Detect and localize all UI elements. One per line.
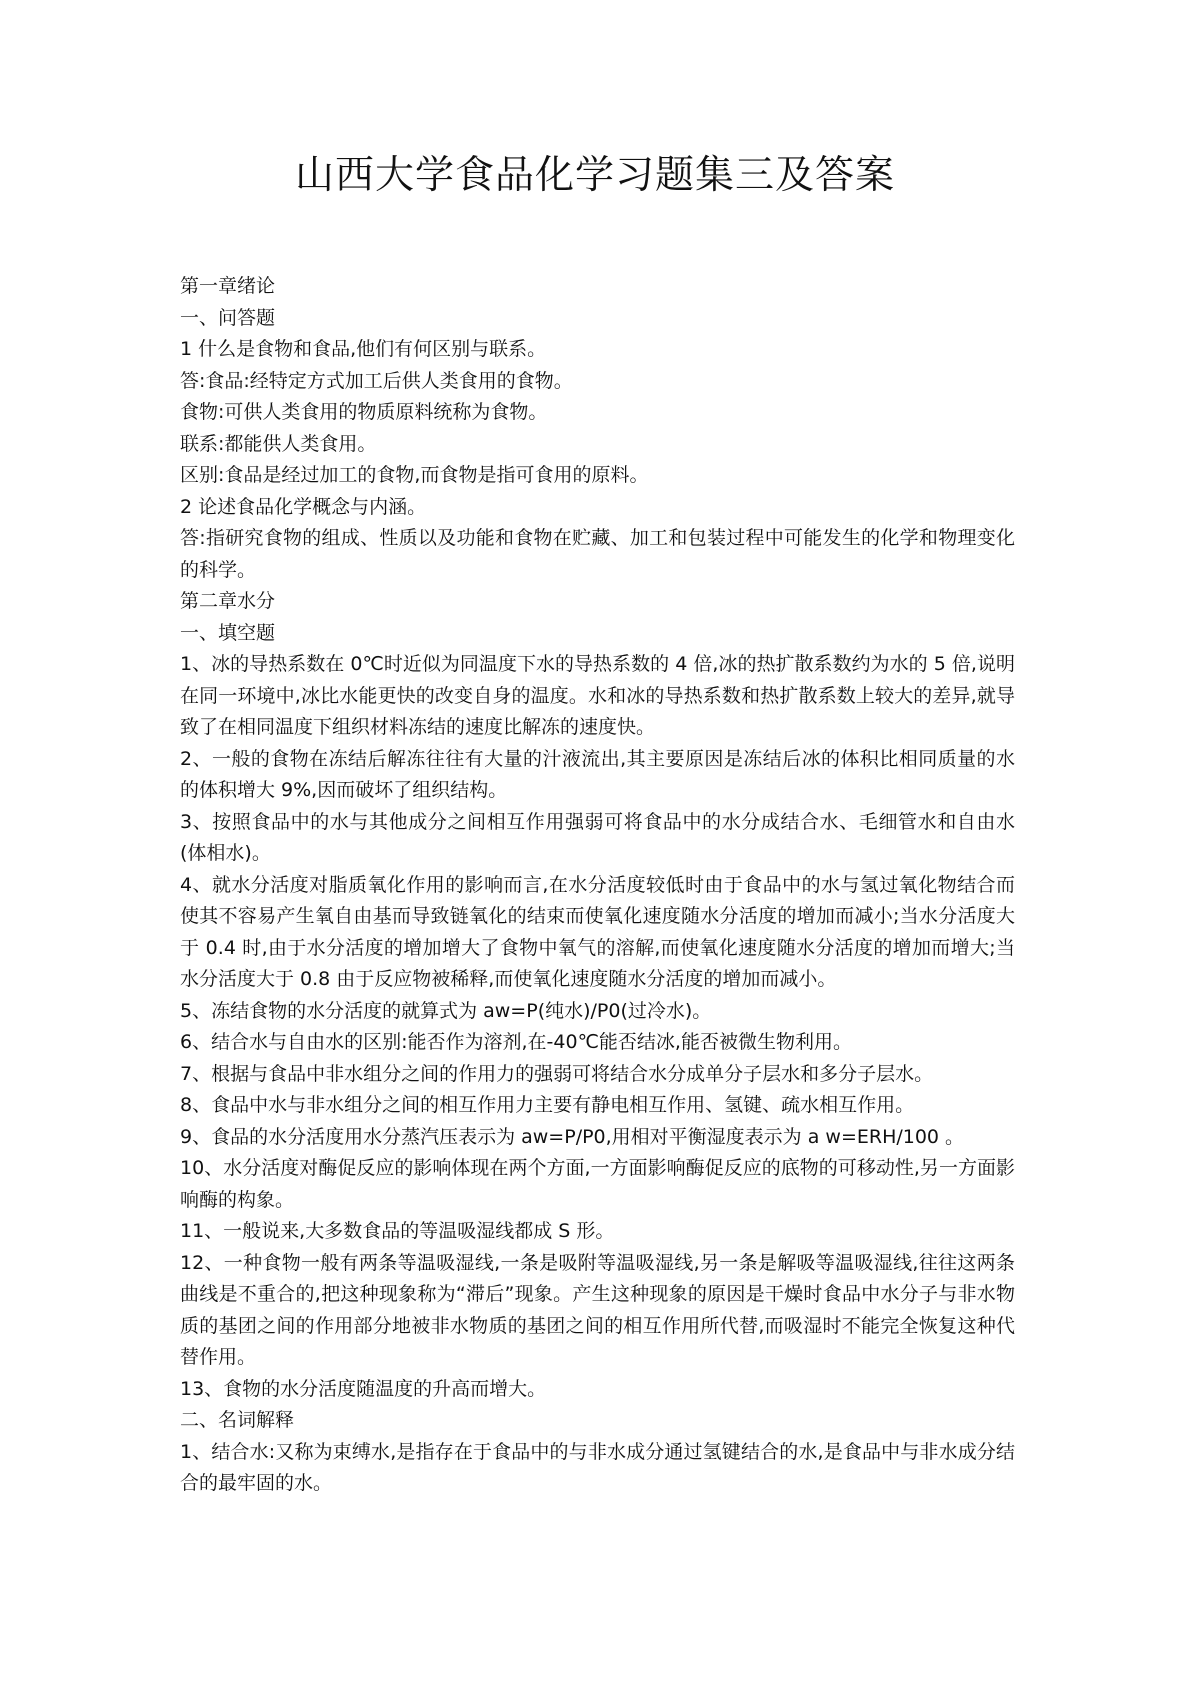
chapter-heading: 第二章水分 [180,590,276,612]
answer-paragraph: 联系:都能供人类食用。 [180,432,377,455]
fill-in-item: 9、食品的水分活度用水分蒸汽压表示为 aw=P/P0,用相对平衡湿度表示为 a w=ERH/100 。 [180,1125,965,1148]
fill-in-item: 7、根据与食品中非水组分之间的作用力的强弱可将结合水分成单分子层水和多分子层水。 [180,1062,934,1085]
question-paragraph: 1 什么是食物和食品,他们有何区别与联系。 [180,338,547,360]
fill-in-item: 12、一种食物一般有两条等温吸湿线,一条是吸附等温吸湿线,另一条是解吸等温吸湿线,往往这两条曲线是不重合的,把这种现象称为“滞后”现象。产生这种现象的原因是干燥时食品中水分子与非水物质的基团之间的作用部分地被非水物质的基团之间的相互作用所代替,而吸湿时不能完全恢复这种代替作用。 [180,1251,1015,1368]
fill-in-item: 3、按照食品中的水与其他成分之间相互作用强弱可将食品中的水分成结合水、毛细管水和自由水(体相水)。 [180,810,1015,864]
fill-in-item: 5、冻结食物的水分活度的就算式为 aw=P(纯水)/P0(过冷水)。 [180,999,712,1022]
fill-in-item: 4、就水分活度对脂质氧化作用的影响而言,在水分活度较低时由于食品中的水与氢过氧化物结合而使其不容易产生氧自由基而导致链氧化的结束而使氧化速度随水分活度的增加而减小;当水分活度大于 0.4 时,由于水分活度的增加增大了食物中氧气的溶解,而使氧化速度随水分活度的增加而增大;当水分活度大于 0.8 由于反应物被稀释,而使氧化速度随水分活度的增加而减小。 [180,873,1015,990]
fill-in-item: 6、结合水与自由水的区别:能否作为溶剂,在-40℃能否结冰,能否被微生物利用。 [180,1031,852,1053]
definition-item: 1、结合水:又称为束缚水,是指存在于食品中的与非水成分通过氢键结合的水,是食品中与非水成分结合的最牢固的水。 [180,1440,1015,1494]
answer-paragraph: 答:食品:经特定方式加工后供人类食用的食物。 [180,369,573,392]
answer-paragraph: 答:指研究食物的组成、性质以及功能和食物在贮藏、加工和包装过程中可能发生的化学和物理变化的科学。 [180,527,1015,581]
fill-in-item: 11、一般说来,大多数食品的等温吸湿线都成 S 形。 [180,1220,615,1242]
chapter-heading: 第一章绪论 [180,275,276,297]
section-heading: 一、问答题 [180,306,276,329]
page-title: 山西大学食品化学习题集三及答案 [294,153,895,198]
fill-in-item: 10、水分活度对酶促反应的影响体现在两个方面,一方面影响酶促反应的底物的可移动性,另一方面影响酶的构象。 [180,1157,1015,1211]
fill-in-item: 13、食物的水分活度随温度的升高而增大。 [180,1377,547,1400]
section-heading: 二、名词解释 [180,1409,295,1431]
question-paragraph: 2 论述食品化学概念与内涵。 [180,495,427,518]
fill-in-item: 8、食品中水与非水组分之间的相互作用力主要有静电相互作用、氢键、疏水相互作用。 [180,1094,915,1116]
section-heading: 一、填空题 [180,621,276,644]
fill-in-item: 2、一般的食物在冻结后解冻往往有大量的汁液流出,其主要原因是冻结后冰的体积比相同质量的水的体积增大 9%,因而破坏了组织结构。 [180,747,1015,801]
answer-paragraph: 食物:可供人类食用的物质原料统称为食物。 [180,401,548,423]
document-body [180,271,1015,1500]
answer-paragraph: 区别:食品是经过加工的食物,而食物是指可食用的原料。 [180,464,649,486]
fill-in-item: 1、冰的导热系数在 0℃时近似为同温度下水的导热系数的 4 倍,冰的热扩散系数约为水的 5 倍,说明在同一环境中,冰比水能更快的改变自身的温度。水和冰的导热系数和热扩散系数上较大的差异,就导致了在相同温度下组织材料冻结的速度比解冻的速度快。 [180,653,1015,738]
